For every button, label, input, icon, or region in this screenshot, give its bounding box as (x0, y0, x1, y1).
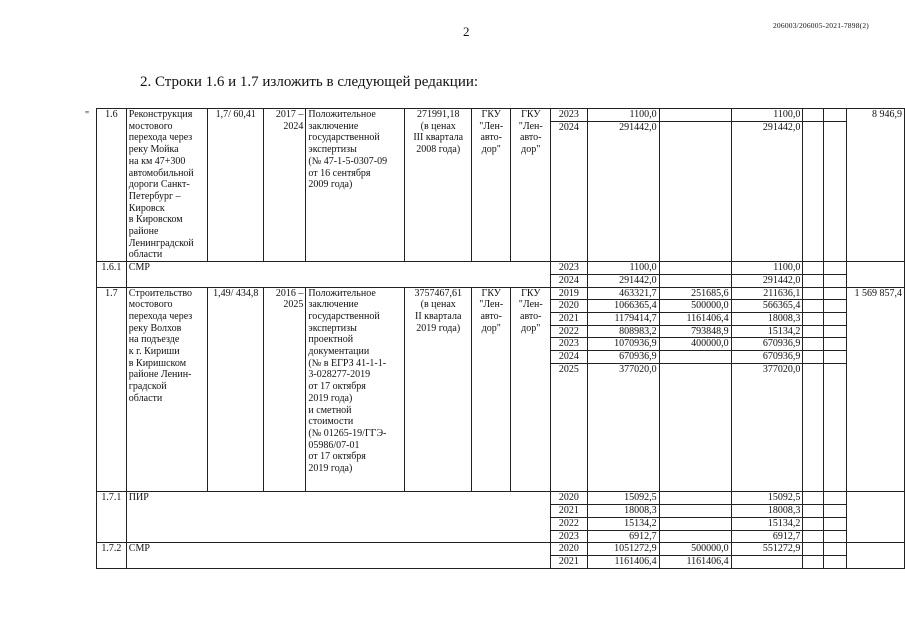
amendment-table (96, 108, 905, 569)
empty-cell (823, 363, 846, 492)
section-heading: 2. Строки 1.6 и 1.7 изложить в следующей редакции: (140, 74, 479, 90)
empty-cell (803, 121, 823, 261)
empty-cell (823, 492, 846, 505)
empty-cell (803, 338, 823, 351)
row-number-cell: 1.7 (97, 287, 127, 492)
amount-cell: 1100,0 (731, 262, 803, 275)
capacity-cell: 1,49/ 434,8 (208, 287, 264, 492)
total-cell: 8 946,9 (847, 109, 905, 262)
amount-cell: 291442,0 (731, 274, 803, 287)
empty-cell (823, 505, 846, 518)
empty-cell (803, 300, 823, 313)
object-name-cell: СМР (126, 262, 550, 287)
year-cell: 2024 (551, 351, 588, 364)
amount-cell: 670936,9 (587, 351, 659, 364)
row-number-cell: 1.6.1 (97, 262, 127, 287)
object-name-cell: Строительство мостового перехода через реку Волхов на подъезде к г. Кириши в Киришском районе Ленин- градской области (126, 287, 208, 492)
amount-cell: 1161406,4 (659, 555, 731, 568)
amount-cell: 500000,0 (659, 543, 731, 556)
total-cell: 1 569 857,4 (847, 287, 905, 492)
year-cell: 2023 (551, 530, 588, 543)
document-reference: 206003/206005-2021-7898(2) (772, 21, 869, 30)
total-cell (847, 492, 905, 543)
amount-cell: 1100,0 (587, 109, 659, 122)
year-cell: 2025 (551, 363, 588, 492)
period-cell: 2017 – 2024 (264, 109, 306, 262)
year-cell: 2024 (551, 274, 588, 287)
amount-cell (659, 517, 731, 530)
empty-cell (803, 312, 823, 325)
year-cell: 2021 (551, 312, 588, 325)
amount-cell (659, 109, 731, 122)
amount-cell (731, 555, 803, 568)
total-cell (847, 543, 905, 568)
amount-cell: 1161406,4 (659, 312, 731, 325)
amount-cell: 808983,2 (587, 325, 659, 338)
amount-cell: 1100,0 (587, 262, 659, 275)
empty-cell (823, 262, 846, 275)
amount-cell: 15092,5 (587, 492, 659, 505)
amount-cell: 6912,7 (587, 530, 659, 543)
empty-cell (823, 109, 846, 122)
amount-cell: 18008,3 (731, 312, 803, 325)
amount-cell: 1066365,4 (587, 300, 659, 313)
amount-cell (659, 121, 731, 261)
amount-cell: 1051272,9 (587, 543, 659, 556)
amount-cell: 18008,3 (731, 505, 803, 518)
amount-cell: 400000,0 (659, 338, 731, 351)
row-number-cell: 1.6 (97, 109, 127, 262)
document-cell: Положительное заключение государственной экспертизы (№ 47-1-5-0307-09 от 16 сентября 2009 года) (306, 109, 405, 262)
row-number-cell: 1.7.1 (97, 492, 127, 543)
year-cell: 2020 (551, 300, 588, 313)
table-body (97, 109, 905, 569)
amount-cell: 18008,3 (587, 505, 659, 518)
object-name-cell: СМР (126, 543, 550, 568)
amount-cell: 291442,0 (587, 274, 659, 287)
amount-cell: 670936,9 (731, 338, 803, 351)
amount-cell (659, 262, 731, 275)
developer-cell: ГКУ "Лен- авто- дор" (511, 287, 551, 492)
table-row (97, 109, 905, 122)
document-cell: Положительное заключение государственной экспертизы проектной документации (№ в ЕГРЗ 41-1-1- 3-028277-2019 от 17 октября 2019 года) и сметной стоимости (№ 01265-19/ГГЭ- 05986/07-01 от 17 октября 2019 года) (306, 287, 405, 492)
amount-cell: 15134,2 (587, 517, 659, 530)
empty-cell (803, 543, 823, 556)
amount-cell: 463321,7 (587, 287, 659, 300)
opening-quote-mark: " (85, 110, 90, 121)
year-cell: 2020 (551, 492, 588, 505)
total-cell (847, 262, 905, 287)
year-cell: 2021 (551, 505, 588, 518)
amount-cell: 1070936,9 (587, 338, 659, 351)
developer-cell: ГКУ "Лен- авто- дор" (511, 109, 551, 262)
empty-cell (823, 555, 846, 568)
amount-cell: 377020,0 (587, 363, 659, 492)
object-name-cell: Реконструкция мостового перехода через реку Мойка на км 47+300 автомобильной дороги Санкт- Петербург – Кировск в Кировском районе Ленинградской области (126, 109, 208, 262)
empty-cell (823, 287, 846, 300)
year-cell: 2021 (551, 555, 588, 568)
empty-cell (803, 351, 823, 364)
empty-cell (823, 325, 846, 338)
empty-cell (803, 517, 823, 530)
amount-cell: 551272,9 (731, 543, 803, 556)
amount-cell: 15134,2 (731, 325, 803, 338)
empty-cell (823, 530, 846, 543)
object-name-cell: ПИР (126, 492, 550, 543)
empty-cell (803, 505, 823, 518)
year-cell: 2022 (551, 325, 588, 338)
amount-cell: 1179414,7 (587, 312, 659, 325)
amount-cell (659, 530, 731, 543)
amount-cell: 1161406,4 (587, 555, 659, 568)
amount-cell (659, 274, 731, 287)
empty-cell (803, 287, 823, 300)
empty-cell (803, 274, 823, 287)
year-cell: 2022 (551, 517, 588, 530)
amount-cell: 377020,0 (731, 363, 803, 492)
row-number-cell: 1.7.2 (97, 543, 127, 568)
empty-cell (823, 517, 846, 530)
amount-cell (659, 351, 731, 364)
empty-cell (803, 262, 823, 275)
cost-cell: 3757467,61 (в ценах II квартала 2019 года) (405, 287, 471, 492)
empty-cell (823, 312, 846, 325)
year-cell: 2023 (551, 262, 588, 275)
empty-cell (803, 325, 823, 338)
amount-cell: 15134,2 (731, 517, 803, 530)
empty-cell (823, 300, 846, 313)
customer-cell: ГКУ "Лен- авто- дор" (471, 287, 511, 492)
table-row (97, 262, 905, 275)
year-cell: 2019 (551, 287, 588, 300)
empty-cell (823, 121, 846, 261)
amount-cell: 793848,9 (659, 325, 731, 338)
empty-cell (803, 109, 823, 122)
empty-cell (823, 351, 846, 364)
amount-cell (659, 505, 731, 518)
amount-cell (659, 492, 731, 505)
empty-cell (823, 543, 846, 556)
year-cell: 2024 (551, 121, 588, 261)
period-cell: 2016 – 2025 (264, 287, 306, 492)
amount-cell: 291442,0 (731, 121, 803, 261)
capacity-cell: 1,7/ 60,41 (208, 109, 264, 262)
table-row (97, 543, 905, 556)
empty-cell (823, 338, 846, 351)
amount-cell: 6912,7 (731, 530, 803, 543)
table-row (97, 492, 905, 505)
amount-cell: 670936,9 (731, 351, 803, 364)
empty-cell (803, 492, 823, 505)
amount-cell: 291442,0 (587, 121, 659, 261)
empty-cell (803, 555, 823, 568)
year-cell: 2023 (551, 109, 588, 122)
amount-cell (659, 363, 731, 492)
amount-cell: 1100,0 (731, 109, 803, 122)
page-number: 2 (463, 24, 470, 39)
table-row (97, 287, 905, 300)
amount-cell: 566365,4 (731, 300, 803, 313)
empty-cell (803, 530, 823, 543)
year-cell: 2023 (551, 338, 588, 351)
empty-cell (823, 274, 846, 287)
year-cell: 2020 (551, 543, 588, 556)
amount-cell: 15092,5 (731, 492, 803, 505)
amount-cell: 500000,0 (659, 300, 731, 313)
customer-cell: ГКУ "Лен- авто- дор" (471, 109, 511, 262)
cost-cell: 271991,18 (в ценах III квартала 2008 года) (405, 109, 471, 262)
empty-cell (803, 363, 823, 492)
amount-cell: 251685,6 (659, 287, 731, 300)
amount-cell: 211636,1 (731, 287, 803, 300)
